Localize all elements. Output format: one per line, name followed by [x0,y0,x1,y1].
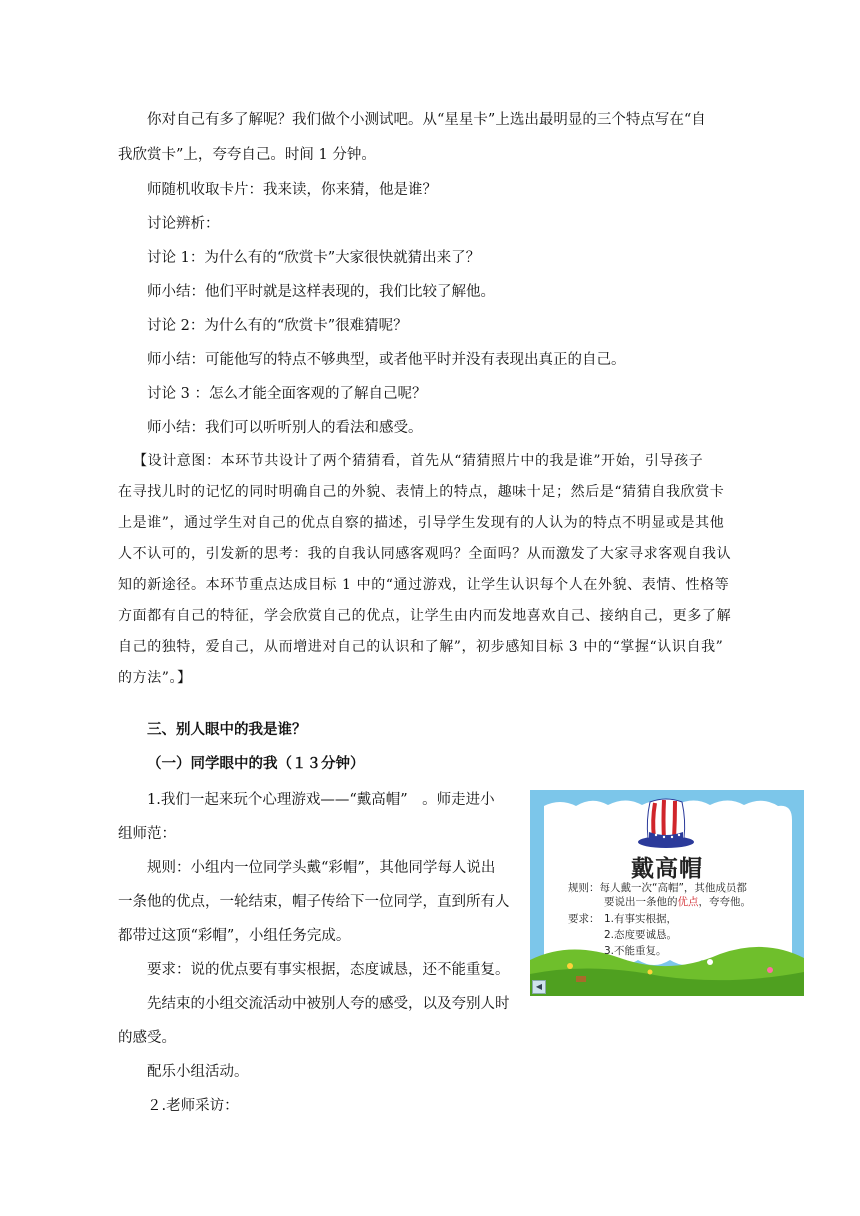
slide-rule [568,881,804,909]
slide-requirement-item: 3.不能重复。 [604,945,667,957]
section-heading: 三、别人眼中的我是谁？ [147,721,307,738]
paragraph-discussion-3: 讨论 3 ：怎么才能全面客观的了解自己呢？ [147,386,427,402]
item-2-interview: ２.老师采访： [147,1098,239,1114]
rule-line2: 一条他的优点，一轮结束，帽子传给下一位同学，直到所有人 [118,894,510,910]
slide-rule-text-end: ，夸夸他。 [698,896,751,908]
paragraph-random-card: 师随机收取卡片：我来读，你来猜，他是谁？ [147,182,437,198]
slide-title: 戴高帽 [631,856,703,882]
design-intent-line: 知的新途径。本环节重点达成目标 1 中的“通过游戏，让学生认识每个人在外貌、表情、性格等 [118,577,730,593]
requirement-text: 要求：说的优点要有事实根据，态度诚恳，还不能重复。 [147,962,510,978]
design-intent-line: 的方法”。】 [118,670,192,686]
paragraph-summary-2: 师小结：可能他写的特点不够典型，或者他平时并没有表现出真正的自己。 [147,352,626,368]
design-intent-line: 在寻找儿时的记忆的同时明确自己的外貌、表情上的特点，趣味十足；然后是“猜猜自我欣赏卡 [118,484,725,500]
slide-image-tall-hat [530,790,804,996]
rule-line3: 都带过这顶“彩帽”，小组任务完成。 [118,928,351,944]
design-intent-line: 上是谁”，通过学生对自己的优点自察的描述，引导学生发现有的人认为的特点不明显或是其他 [118,515,725,531]
feeling-line1: 先结束的小组交流活动中被别人夸的感受，以及夸别人时 [147,996,510,1012]
item-1-line2: 组师范： [118,826,176,842]
design-intent-line: 方面都有自己的特征，学会欣赏自己的优点，让学生由内而发地喜欢自己、接纳自己，更多了解 [118,608,732,624]
paragraph-quiz-line2: 我欣赏卡”上，夸夸自己。时间 1 分钟。 [118,147,376,163]
design-intent-line: 【设计意图：本环节共设计了两个猜猜看，首先从“猜猜照片中的我是谁”开始，引导孩子 [133,453,704,469]
slide-highlight-merit: 优点 [677,896,699,908]
music-activity: 配乐小组活动。 [147,1064,249,1080]
paragraph-discussion-1: 讨论 1：为什么有的“欣赏卡”大家很快就猜出来了？ [147,250,481,266]
section-subheading: （一）同学眼中的我（１３分钟） [147,755,365,772]
slide-requirement-label: 要求： [568,913,600,925]
paragraph-discussion-2: 讨论 2：为什么有的“欣赏卡”很难猜呢？ [147,318,408,334]
slide-rule-line2 [568,895,804,909]
item-1-line1: 1.我们一起来玩个心理游戏——“戴高帽” 。师走进小 [147,792,495,808]
paragraph-summary-1: 师小结：他们平时就是这样表现的，我们比较了解他。 [147,284,495,300]
design-intent-line: 人不认可的，引发新的思考：我的自我认同感客观吗？全面吗？从而激发了大家寻求客观自我认 [118,546,732,562]
previous-slide-icon[interactable]: ◀ [532,980,546,994]
design-intent-line: 自己的独特，爱自己，从而增进对自己的认识和了解”，初步感知目标 3 中的“掌握“认识自我” [118,639,724,655]
paragraph-summary-3: 师小结：我们可以听听别人的看法和感受。 [147,420,423,436]
paragraph-discussion: 讨论辨析： [147,216,220,232]
slide-requirement-item: 2.态度要诚恳。 [604,929,678,941]
slide-rule-line1: 规则：每人戴一次“高帽”，其他成员都 [568,882,747,894]
paragraph-quiz-line1: 你对自己有多了解呢？我们做个小测试吧。从“星星卡”上选出最明显的三个特点写在“自 [147,112,706,128]
slide-rule-text: 要说出一条他的 [604,896,678,908]
rule-line1: 规则：小组内一位同学头戴“彩帽”，其他同学每人说出 [147,860,496,876]
slide-requirement-item: 1.有事实根据， [604,913,678,925]
feeling-line2: 的感受。 [118,1030,176,1046]
signpost [576,976,586,982]
